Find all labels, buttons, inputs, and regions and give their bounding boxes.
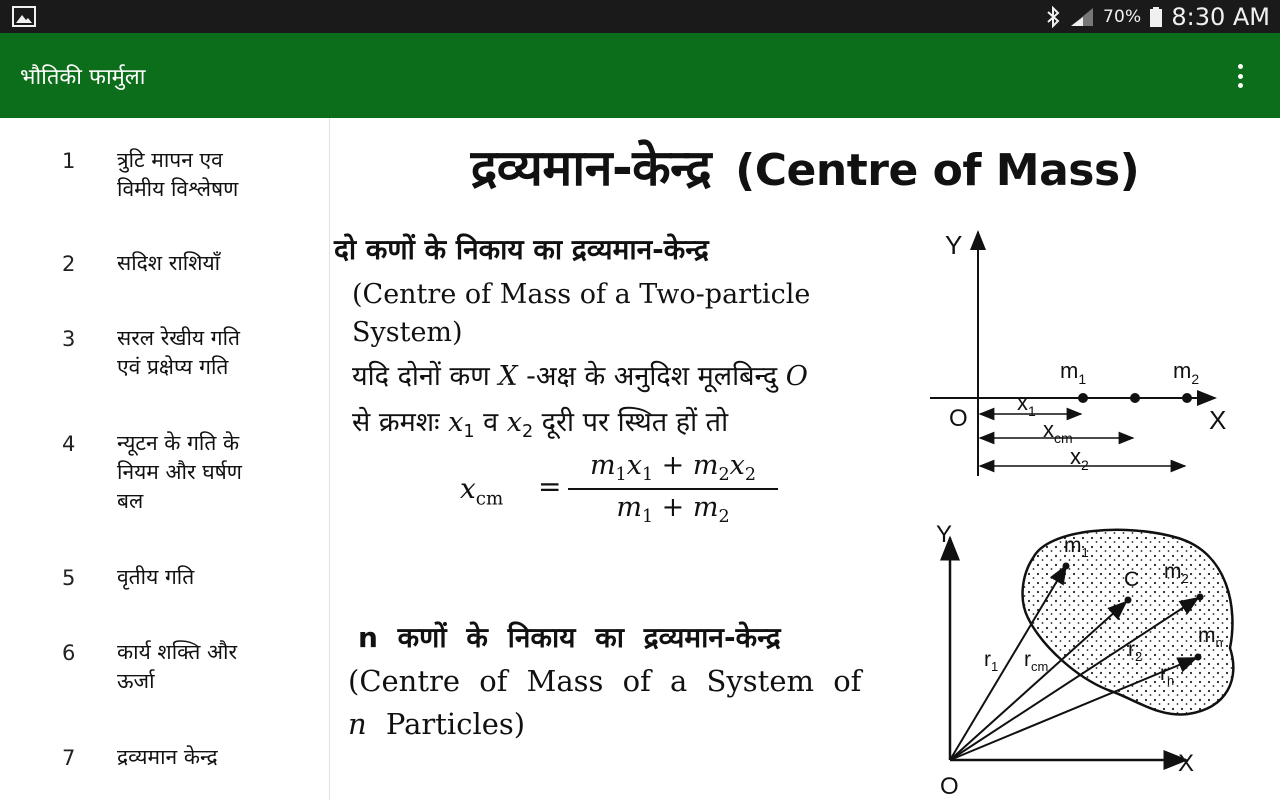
math-subscript: 2 [718,507,730,528]
chapter-label-line: सदिश राशियाँ [117,251,221,275]
chapter-item-3[interactable] [0,324,329,384]
x1-subscript: 1 [1028,403,1036,419]
chapter-label-line: वृतीय गति [117,565,195,589]
chapter-label-line: बल [117,489,144,513]
chapter-number: 2 [62,252,76,276]
xcm-symbol: x [1043,417,1054,442]
section-heading: n कणों के निकाय का द्रव्यमान-केन्द्र [358,621,781,654]
x1-symbol: x [1017,390,1028,415]
origin-label: O [940,773,959,800]
mn-subscript: n [1215,635,1223,650]
chapter-item-1[interactable] [0,146,329,206]
chapter-number: 4 [62,432,76,456]
xcm-label [1043,417,1073,446]
r1-subscript: 1 [991,659,999,674]
math-subscript: 2 [521,422,534,443]
n-particle-diagram [928,518,1258,800]
formula-equals: = [538,470,562,503]
chapter-item-4[interactable] [0,429,329,517]
text-part: यदि दोनों कण [352,361,499,392]
section-subtitle [352,276,912,352]
chapter-content [330,118,1280,800]
chapter-label [117,429,317,516]
origin-label: O [949,405,968,432]
chapter-label-line: कार्य शक्ति और [117,640,238,664]
status-icons [1045,0,1270,33]
section-subtitle-line [348,703,908,746]
x1-label [1017,390,1036,419]
m1-subscript: 1 [1081,545,1089,560]
chapter-number: 1 [62,149,76,173]
section-subtitle-line: (Centre of Mass of a System of [348,664,862,698]
math-symbol: m [692,450,719,481]
math-subscript: 2 [744,465,757,486]
chapter-label [117,249,317,278]
particle-m2 [1197,594,1204,601]
overflow-menu-icon [1238,64,1243,69]
m2-label [1173,358,1199,387]
mn-symbol: m [1198,624,1216,647]
battery-percent: 70% [1102,6,1142,27]
body-text [352,356,808,393]
r2-symbol: r [1128,638,1135,661]
rn-symbol: r [1160,662,1167,685]
particle-mn [1195,654,1202,661]
x2-subscript: 2 [1081,457,1089,473]
formula-lhs [460,472,503,509]
x-axis-label: X [1209,405,1227,435]
battery-icon [1149,6,1163,28]
rn-subscript: n [1167,673,1175,688]
math-subscript: 2 [718,465,730,486]
chapter-item-5[interactable] [0,563,329,595]
text-part: से क्रमशः [352,407,449,438]
math-operator: + [653,492,693,523]
chapter-number: 7 [62,746,76,770]
section-heading: दो कणों के निकाय का द्रव्यमान-केन्द्र [334,233,709,266]
rcm-symbol: r [1024,648,1031,671]
math-symbol: m [616,492,642,523]
chapter-label [117,743,317,772]
chapter-label-line: न्यूटन के गति के [117,431,240,455]
rcm-subscript: cm [1031,659,1049,674]
chapter-item-7[interactable] [0,743,329,775]
m2-symbol: m [1164,560,1182,583]
math-symbol: O [785,361,808,392]
chapter-label [117,146,317,204]
centre-label: C [1124,568,1140,591]
r2-subscript: 2 [1135,649,1143,664]
page-title-hindi: द्रव्यमान-केन्द्र [470,139,712,197]
m2-subscript: 2 [1181,571,1189,586]
rcm-label [1024,648,1048,674]
app-title: भौतिकी फार्मुला [20,65,146,90]
formula-numerator [568,450,778,485]
section-subtitle [348,660,908,746]
math-symbol: m [692,492,719,523]
math-operator: + [653,450,693,481]
text-part: -अक्ष के अनुदिश मूलबिन्दु [517,361,786,392]
chapter-label-line: नियम और घर्षण [117,460,242,484]
x2-symbol: x [1070,444,1081,469]
m2-subscript: 2 [1191,371,1200,387]
math-subscript: 1 [641,465,654,486]
chapter-label [117,563,317,592]
m2-symbol: m [1173,358,1192,383]
overflow-menu-icon-dot [1238,83,1243,88]
section-subtitle-line: (Centre of Mass of a Two-particle [352,279,811,310]
overflow-menu-icon-dot [1238,74,1243,79]
chapter-label [117,638,317,696]
signal-icon [1069,6,1095,28]
particle-m1 [1078,393,1088,403]
text-part: Particles) [366,707,526,741]
chapter-list [0,118,330,800]
math-subscript: 1 [463,422,475,443]
chapter-label-line: एवं प्रक्षेप्य गति [117,355,229,379]
math-subscript: 1 [615,465,627,486]
r1-label [984,648,998,674]
r1-symbol: r [984,648,991,671]
body-text [352,402,728,442]
centre-of-mass-point [1130,393,1140,403]
chapter-label [117,324,317,382]
x-axis-label: X [1178,750,1195,777]
math-symbol: x [448,407,464,438]
app-bar [0,33,1280,118]
y-axis-label: Y [945,230,963,260]
centre-of-mass-formula [460,450,790,530]
math-symbol: n [348,707,367,741]
page-title [330,132,1280,200]
math-subscript: 1 [641,507,654,528]
math-subscript: cm [475,488,504,510]
chapter-number: 3 [62,327,76,351]
chapter-label-line: त्रुटि मापन एव [117,148,223,172]
chapter-number: 6 [62,641,76,665]
m1-label [1060,358,1086,387]
page-title-english: (Centre of Mass) [735,145,1140,196]
chapter-item-2[interactable] [0,249,329,281]
overflow-menu-button[interactable] [1228,61,1252,91]
centre-of-mass-point [1125,597,1132,604]
m1-subscript: 1 [1078,371,1087,387]
xcm-subscript: cm [1054,430,1073,446]
clock: 8:30 AM [1171,2,1270,31]
text-part: दूरी पर स्थित हों तो [533,407,729,438]
bluetooth-icon [1045,6,1061,28]
math-symbol: x [729,450,745,481]
two-particle-diagram [925,226,1245,496]
chapter-item-6[interactable] [0,638,329,698]
section-subtitle-line: System) [352,317,463,348]
chapter-label-line: द्रव्यमान केन्द्र [117,745,218,769]
fraction-bar [568,488,778,490]
particle-m1 [1063,563,1070,570]
particle-m2 [1182,393,1192,403]
m1-symbol: m [1060,358,1079,383]
m1-symbol: m [1064,534,1082,557]
status-bar [0,0,1280,33]
image-icon [12,6,36,27]
chapter-label-line: ऊर्जा [117,669,155,693]
math-symbol: X [498,361,518,392]
y-axis-label: Y [936,521,953,548]
formula-denominator [568,492,778,527]
text-part: व [474,407,507,438]
math-symbol: x [460,472,476,505]
r1-vector [950,566,1066,760]
chapter-label-line: सरल रेखीय गति [117,326,240,350]
math-symbol: m [589,450,616,481]
x2-label [1070,444,1089,473]
math-symbol: x [506,407,522,438]
chapter-number: 5 [62,566,76,590]
math-symbol: x [626,450,642,481]
chapter-label-line: विमीय विश्लेषण [117,177,239,201]
